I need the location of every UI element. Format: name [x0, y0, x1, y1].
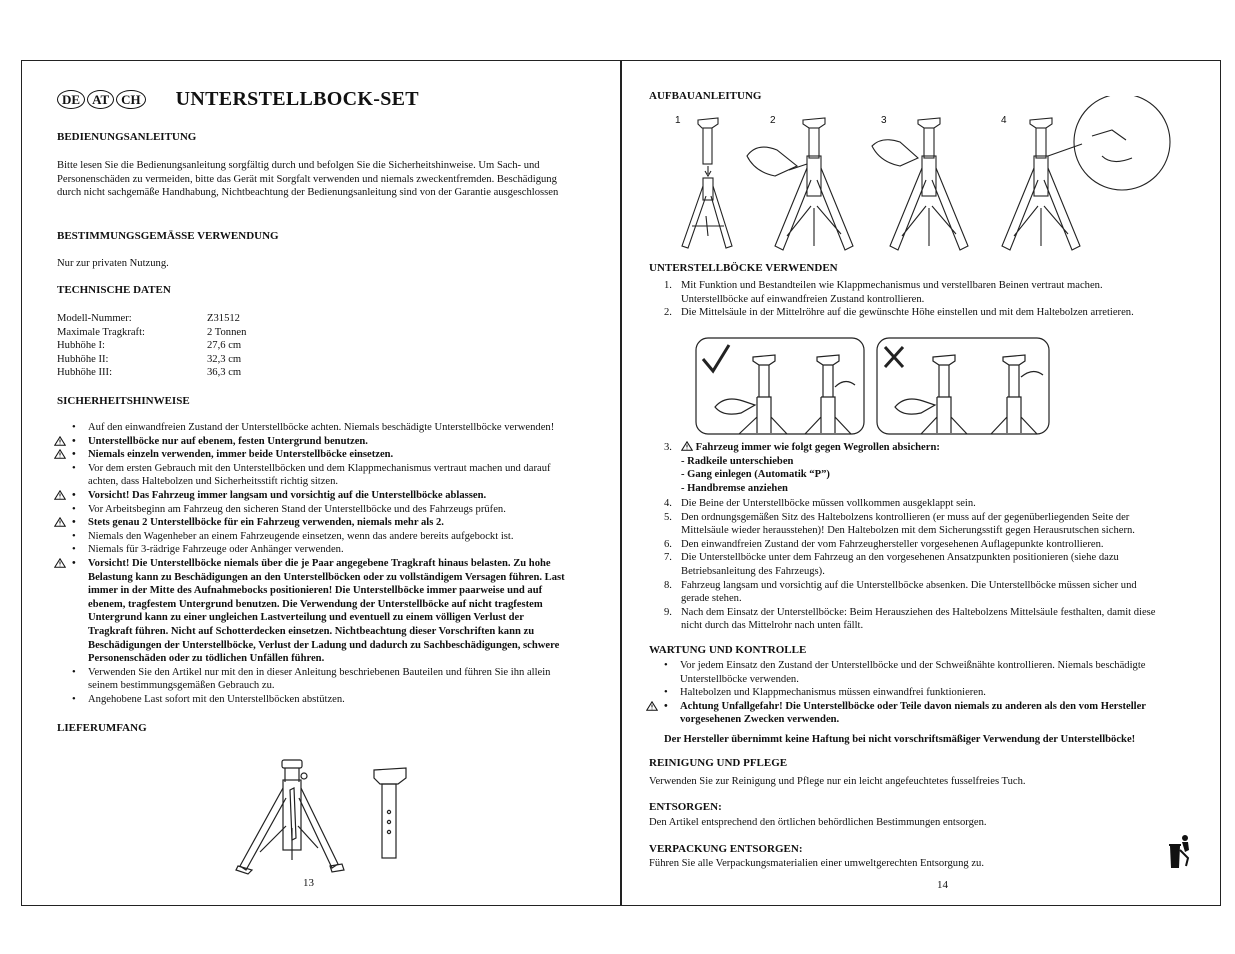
item-number: 1.	[664, 280, 672, 291]
page-number-right: 14	[937, 879, 948, 891]
bullet-line: Unterstellböcke nur auf ebenem, festen Untergrund benutzen.	[88, 435, 368, 447]
bullet-marker: •	[664, 687, 668, 699]
spec-label: Modell-Nummer:	[57, 313, 132, 324]
numbered-item	[649, 551, 1209, 578]
spec-row	[57, 326, 357, 340]
usage-heading: BESTIMMUNGSGEMÄSSE VERWENDUNG	[57, 230, 279, 242]
numbered-item	[649, 497, 1209, 511]
disposal-heading: ENTSORGEN:	[649, 801, 722, 813]
item-line: Den einwandfreien Zustand der vom Fahrzeughersteller vorgesehenen Auflagepunkte kontrollieren.	[681, 538, 1104, 550]
numbered-item	[649, 279, 1209, 306]
item-line: Die Unterstellböcke unter dem Fahrzeug an den vorgesehenen Ansatzpunkten positionieren (siehe dazu	[681, 552, 1119, 564]
title-row	[57, 87, 419, 110]
step-label-3: 3	[881, 115, 887, 126]
step-label-2: 2	[770, 115, 776, 126]
spec-value: 32,3 cm	[207, 353, 242, 365]
cleaning-heading: REINIGUNG UND PFLEGE	[649, 757, 788, 769]
bullet-item	[647, 700, 1209, 727]
packaging-text: Führen Sie alle Verpackungsmaterialien einer umweltgerechten Entsorgung zu.	[649, 858, 984, 869]
item-line: Mittelsäule wieder herausstehen)! Den Haltebolzen mit dem Sicherungsstift gegen Herausrutschen sichern.	[681, 525, 1135, 537]
bullet-marker: •	[72, 530, 76, 542]
correct-wrong-illustration	[695, 337, 1055, 437]
item-number: 4.	[664, 498, 672, 509]
numbered-item	[649, 538, 1209, 552]
item-line: Fahrzeug langsam und vorsichtig auf die Unterstellböcke absenken. Die Unterstellböcke müssen sicher und	[681, 579, 1137, 591]
spec-row	[57, 366, 357, 380]
cross-mark-icon	[885, 347, 903, 367]
bullet-line: Belastung kann zu Beschädigungen an den Unterstellböcken oder zu vollständigem Versagen führen. Last	[88, 571, 565, 583]
stand-legs	[240, 788, 338, 870]
bullet-item	[55, 421, 607, 435]
bullet-line: Personenschäden oder zu tödlichen Unfällen führen.	[88, 653, 325, 665]
spec-table	[57, 312, 357, 380]
bullet-item	[55, 543, 607, 557]
stand-braces	[260, 826, 318, 860]
check-mark-icon	[703, 345, 729, 371]
bullet-line: Haltebolzen und Klappmechanismus müssen einwandfrei funktionieren.	[680, 687, 986, 699]
intro-line: Bitte lesen Sie die Bedienungsanleitung sorgfältig durch und befolgen Sie die Sicherheitshinweise. Um Sach- und	[57, 160, 540, 171]
item-number: 8.	[664, 579, 672, 591]
intro-line: durch nicht sachgemäße Handhabung, Nichtbeachtung der Bedienungsanleitung sind von der Garantie ausgeschlossen	[57, 187, 559, 199]
spec-label: Hubhöhe I:	[57, 340, 105, 352]
bullet-marker: •	[72, 693, 76, 705]
bullet-item	[647, 686, 1209, 700]
bullet-marker: •	[72, 517, 76, 529]
spec-value: Z31512	[207, 313, 240, 324]
spec-value: 27,6 cm	[207, 340, 242, 352]
bullet-marker: •	[72, 557, 76, 569]
bullet-marker: •	[72, 666, 76, 678]
stand-pin	[290, 788, 296, 840]
bullet-item	[55, 448, 607, 462]
item-line: Betriebsanleitung des Fahrzeugs).	[681, 565, 825, 577]
spec-row	[57, 353, 357, 367]
correct-box	[696, 338, 864, 434]
bullet-item	[55, 557, 607, 666]
country-badge-ch: CH	[116, 90, 146, 109]
item-line: Die Mittelsäule in der Mittelröhre auf die gewünschte Höhe einstellen und mit dem Haltebolzen arretieren.	[681, 307, 1134, 319]
item-number: 6.	[664, 538, 672, 550]
warning-icon	[681, 441, 693, 451]
bullet-line: Auf den einwandfreien Zustand der Unterstellböcke achten. Niemals beschädigte Unterstellböcke verwenden!	[88, 422, 555, 433]
manual-heading: BEDIENUNGSANLEITUNG	[57, 131, 197, 143]
assembly-illustration	[672, 96, 1172, 258]
spec-label: Maximale Tragkraft:	[57, 326, 145, 338]
country-badge-de: DE	[57, 90, 85, 109]
step-1-figure	[682, 118, 732, 248]
maintenance-heading: WARTUNG UND KONTROLLE	[649, 644, 807, 656]
stand-head	[282, 760, 302, 768]
item-line: Nach dem Einsatz der Unterstellböcke: Beim Herausziehen des Haltebolzens Mittelsäule festhalten, damit diese	[681, 606, 1156, 618]
bullet-line: Vor Arbeitsbeginn am Fahrzeug den sicheren Stand der Unterstellböcke und des Fahrzeugs prüfen.	[88, 503, 506, 515]
bullet-item	[55, 462, 607, 489]
bullet-marker: •	[72, 489, 76, 501]
bullet-item	[647, 659, 1209, 686]
packaging-heading: VERPACKUNG ENTSORGEN:	[649, 843, 803, 855]
item-line: gerade stehen.	[681, 593, 742, 605]
bullet-marker: •	[72, 462, 76, 474]
bullet-line: Verwenden Sie den Artikel nur mit den in dieser Anleitung beschriebenen Bauteilen und führen Sie ihn allein	[88, 666, 551, 678]
use-item-3-line: Fahrzeug immer wie folgt gegen Wegrollen absichern:	[695, 442, 940, 453]
bullet-line: seinem bestimmungsgemäßen Gebrauch zu.	[88, 680, 275, 692]
scope-heading: LIEFERUMFANG	[57, 722, 147, 734]
bullet-item	[55, 489, 607, 503]
page-divider	[620, 60, 622, 906]
stand-bolt	[301, 773, 307, 779]
item-line: nicht durch das Mittelrohr nach unten fällt.	[681, 620, 864, 632]
use-item-3-line: - Handbremse anziehen	[681, 482, 788, 494]
bullet-line: Niemals den Wagenheber an einem Fahrzeugende einsetzen, wenn das andere bereits aufgebockt ist.	[88, 530, 514, 542]
item-number: 5.	[664, 511, 672, 523]
bullet-marker: •	[72, 422, 76, 433]
bullet-line: Stets genau 2 Unterstellböcke für ein Fahrzeug verwenden, niemals mehr als 2.	[88, 517, 444, 529]
bullet-marker: •	[72, 503, 76, 515]
step-label-1: 1	[675, 115, 681, 126]
item-number: 7.	[664, 552, 672, 564]
use-heading: UNTERSTELLBÖCKE VERWENDEN	[649, 262, 838, 274]
bullet-marker: •	[664, 700, 668, 712]
spec-row	[57, 339, 357, 353]
spec-label: Hubhöhe III:	[57, 367, 113, 379]
bullet-line: Beschädigungen der Unterstellböcke, Verlust der Ladung und dadurch zu Sachbeschädigungen, schwere	[88, 639, 560, 651]
bullet-line: Niemals einzeln verwenden, immer beide Unterstellböcke einsetzen.	[88, 449, 394, 461]
intro-text	[57, 159, 558, 200]
bullet-line: Vorsicht! Die Unterstellböcke niemals über die je Paar angegebene Tragkraft hinaus belasten. Zu hohe	[88, 557, 551, 569]
bullet-line: Vor dem ersten Gebrauch mit den Unterstellböcken und dem Klappmechanismus vertraut machen und darauf	[88, 462, 551, 474]
document-title: UNTERSTELLBOCK-SET	[175, 87, 419, 110]
intro-line: Personenschäden zu vermeiden, bitte das Gerät mit Sorgfalt verwenden und niemals zweckentfremden. Beschädigung	[57, 173, 557, 185]
safety-list	[55, 421, 607, 706]
bullet-line: immer in der Mitte des Aufnahmebocks positionieren! Die Unterstellböcke immer paarweise und auf	[88, 585, 543, 597]
assembly-heading: AUFBAUANLEITUNG	[649, 90, 762, 102]
usage-text: Nur zur privaten Nutzung.	[57, 258, 169, 269]
bullet-line: Vorsicht! Das Fahrzeug immer langsam und vorsichtig auf die Unterstellböcke ablassen.	[88, 489, 487, 501]
bullet-line: Angehobene Last sofort mit den Unterstellböcken abstützen.	[88, 693, 345, 705]
bullet-line: vorgesehenen Zwecken verwenden.	[680, 714, 840, 726]
bullet-marker: •	[664, 660, 668, 671]
bullet-line: achten, dass Haltebolzen und Sicherheitsstift richtig sitzen.	[88, 476, 339, 488]
use-item-3-line: - Radkeile unterschieben	[681, 455, 794, 467]
disposal-text: Den Artikel entsprechend den örtlichen behördlichen Bestimmungen entsorgen.	[649, 817, 987, 828]
use-item-number: 3.	[664, 442, 672, 453]
cleaning-text: Verwenden Sie zur Reinigung und Pflege nur ein leicht angefeuchtetes fusselfreies Tuch.	[649, 776, 1026, 787]
use-list-b	[649, 497, 1209, 633]
bullet-item	[55, 693, 607, 707]
item-line: Den ordnungsgemäßen Sitz des Haltebolzens kontrollieren (er muss auf der gegenüberliegenden Seite der	[681, 511, 1130, 523]
bullet-item	[55, 435, 607, 449]
numbered-item	[649, 511, 1209, 538]
bullet-line: Unterstellböcke verwenden.	[680, 673, 799, 685]
step-label-4: 4	[1001, 115, 1007, 126]
bullet-line: Tragkraft führen. Nicht auf Schotterdecken einsetzen. Nichtbeachtung dieser Vorschriften kann zu	[88, 625, 535, 637]
step-4-figure	[1002, 96, 1170, 250]
spec-value: 36,3 cm	[207, 367, 242, 379]
use-item-3-line: - Gang einlegen (Automatik “P”)	[681, 469, 830, 481]
use-list-a	[649, 279, 1209, 320]
country-badge-at: AT	[87, 90, 114, 109]
item-number: 9.	[664, 606, 672, 618]
item-line: Unterstellböcke auf einwandfreien Zustand kontrollieren.	[681, 293, 925, 305]
use-item-3-row	[649, 441, 1209, 455]
bullet-item	[55, 516, 607, 530]
bullet-line: ebenem, tragfestem Untergrund benutzen. Die Verwendung der Unterstellböcke auf nicht tragfestem	[88, 598, 543, 610]
item-line: Mit Funktion und Bestandteilen wie Klappmechanismus und verstellbaren Beinen vertraut machen.	[681, 280, 1103, 291]
step-2-figure	[747, 118, 853, 250]
tech-heading: TECHNISCHE DATEN	[57, 284, 171, 296]
column-saddle	[374, 768, 406, 784]
trash-bin-icon	[1168, 834, 1194, 870]
use-item-3-text	[681, 442, 940, 453]
bullet-line: Vor jedem Einsatz den Zustand der Unterstellböcke und der Schweißnähte kontrollieren. Niemals beschädigte	[680, 660, 1146, 671]
numbered-item	[649, 579, 1209, 606]
item-line: Die Beine der Unterstellböcke müssen vollkommen ausgeklappt sein.	[681, 498, 976, 509]
delivery-scope-illustration	[230, 748, 420, 876]
bullet-marker: •	[72, 544, 76, 556]
bullet-marker: •	[72, 449, 76, 461]
stand-feet	[236, 864, 344, 874]
item-number: 2.	[664, 307, 672, 319]
spec-row	[57, 312, 357, 326]
bullet-line: Niemals für 3-rädrige Fahrzeuge oder Anhänger verwenden.	[88, 544, 344, 556]
use-item-3	[649, 441, 1209, 495]
spec-value: 2 Tonnen	[207, 326, 247, 338]
bullet-item	[55, 503, 607, 517]
bullet-item	[55, 666, 607, 693]
bullet-line: Achtung Unfallgefahr! Die Unterstellböcke oder Teile davon niemals zu anderen als den vom Hersteller	[680, 700, 1146, 712]
bullet-marker: •	[72, 435, 76, 447]
spec-label: Hubhöhe II:	[57, 353, 109, 365]
liability-note: Der Hersteller übernimmt keine Haftung bei nicht vorschriftsmäßiger Verwendung der Unterstellböcke!	[664, 734, 1136, 745]
numbered-item	[649, 306, 1209, 320]
page-number-left: 13	[303, 877, 314, 889]
safety-heading: SICHERHEITSHINWEISE	[57, 395, 190, 407]
step-3-figure	[872, 118, 968, 250]
numbered-item	[649, 606, 1209, 633]
bullet-item	[55, 530, 607, 544]
maintenance-list	[647, 659, 1209, 727]
bullet-line: Untergrund kann zu einer ungleichen Lastverteilung und eventuell zu einem völligen Verlust der	[88, 612, 524, 624]
